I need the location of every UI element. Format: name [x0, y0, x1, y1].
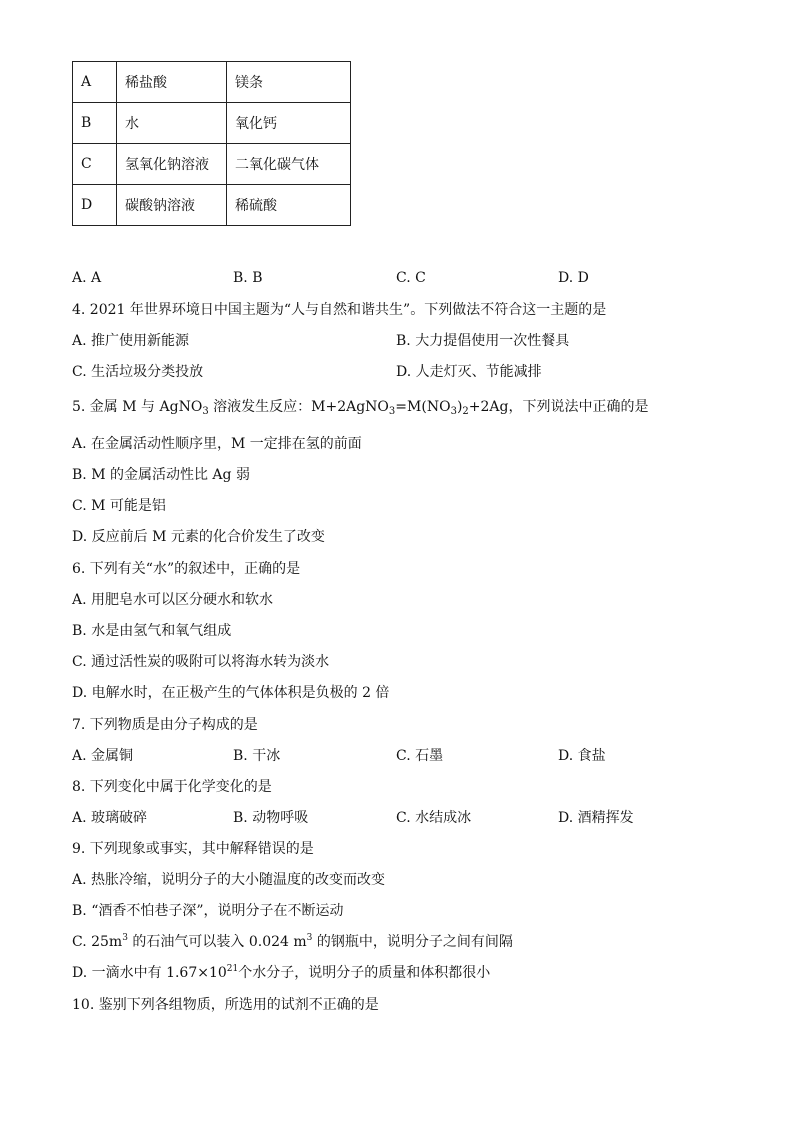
q6-option-c: C. 通过活性炭的吸附可以将海水转为淡水 — [72, 654, 330, 670]
table-row — [73, 62, 351, 103]
table-cell: 氢氧化钠溶液 — [117, 144, 227, 185]
q5-stem: 5. 金属 M 与 AgNO$_3$ 溶液发生反应：$M+2AgNO_3=M(NO_3)_2+2Ag$，下列说法中正确的是 — [72, 399, 649, 417]
q5-option-b: B. M 的金属活动性比 Ag 弱 — [72, 467, 250, 483]
q7-stem: 7. 下列物质是由分子构成的是 — [72, 717, 258, 733]
q9-option-b: B. “酒香不怕巷子深”，说明分子在不断运动 — [72, 903, 344, 919]
q4-option-c: C. 生活垃圾分类投放 — [72, 364, 204, 380]
table-row — [73, 144, 351, 185]
table-cell: 镁条 — [227, 62, 351, 103]
q4-option-b: B. 大力提倡使用一次性餐具 — [396, 333, 570, 349]
q10-stem: 10. 鉴别下列各组物质，所选用的试剂不正确的是 — [72, 997, 379, 1013]
q4-option-d: D. 人走灯灭、节能减排 — [396, 364, 542, 380]
q3-choice-a: A. A — [72, 270, 102, 286]
q6-option-a: A. 用肥皂水可以区分硬水和软水 — [72, 592, 274, 608]
q6-option-d: D. 电解水时，在正极产生的气体体积是负极的 2 倍 — [72, 685, 390, 701]
table-cell: 稀硫酸 — [227, 185, 351, 226]
table-cell: 稀盐酸 — [117, 62, 227, 103]
q9-stem: 9. 下列现象或事实，其中解释错误的是 — [72, 841, 314, 857]
q9-option-c: C. $25m^3$ 的石油气可以装入 0.024 $m^3$ 的钢瓶中，说明分子之间有间隔 — [72, 933, 513, 950]
q4-option-a: A. 推广使用新能源 — [72, 333, 190, 349]
q3-choice-c: C. C — [396, 270, 426, 286]
q5-option-d: D. 反应前后 M 元素的化合价发生了改变 — [72, 529, 325, 545]
q4-stem: 4. 2021 年世界环境日中国主题为“人与自然和谐共生”。下列做法不符合这一主题的是 — [72, 302, 607, 318]
q8-stem: 8. 下列变化中属于化学变化的是 — [72, 779, 272, 795]
table-row — [73, 185, 351, 226]
q7-option-c: C. 石墨 — [396, 748, 444, 764]
q7-option-b: B. 干冰 — [233, 748, 281, 764]
table-cell: 水 — [117, 103, 227, 144]
q3-choice-b: B. B — [233, 270, 263, 286]
table-cell: 碳酸钠溶液 — [117, 185, 227, 226]
q7-option-a: A. 金属铜 — [72, 748, 134, 764]
q9-option-d: D. 一滴水中有 $1.67\times 10^{21}$个水分子，说明分子的质量和体积都很小 — [72, 964, 491, 981]
q7-option-d: D. 食盐 — [558, 748, 606, 764]
q6-option-b: B. 水是由氢气和氧气组成 — [72, 623, 232, 639]
q6-stem: 6. 下列有关“水”的叙述中，正确的是 — [72, 561, 301, 577]
q8-option-d: D. 酒精挥发 — [558, 810, 634, 826]
table-row — [73, 103, 351, 144]
q3-choice-d: D. D — [558, 270, 589, 286]
q8-option-c: C. 水结成冰 — [396, 810, 472, 826]
table-cell: A — [73, 62, 117, 103]
table-cell: 氧化钙 — [227, 103, 351, 144]
table-cell: 二氧化碳气体 — [227, 144, 351, 185]
table-cell: C — [73, 144, 117, 185]
options-table — [72, 61, 351, 226]
table-cell: D — [73, 185, 117, 226]
q5-option-a: A. 在金属活动性顺序里，M 一定排在氢的前面 — [72, 436, 362, 452]
q8-option-b: B. 动物呼吸 — [233, 810, 309, 826]
q8-option-a: A. 玻璃破碎 — [72, 810, 148, 826]
q5-option-c: C. M 可能是铝 — [72, 498, 166, 514]
table-cell: B — [73, 103, 117, 144]
q9-option-a: A. 热胀冷缩，说明分子的大小随温度的改变而改变 — [72, 872, 386, 888]
